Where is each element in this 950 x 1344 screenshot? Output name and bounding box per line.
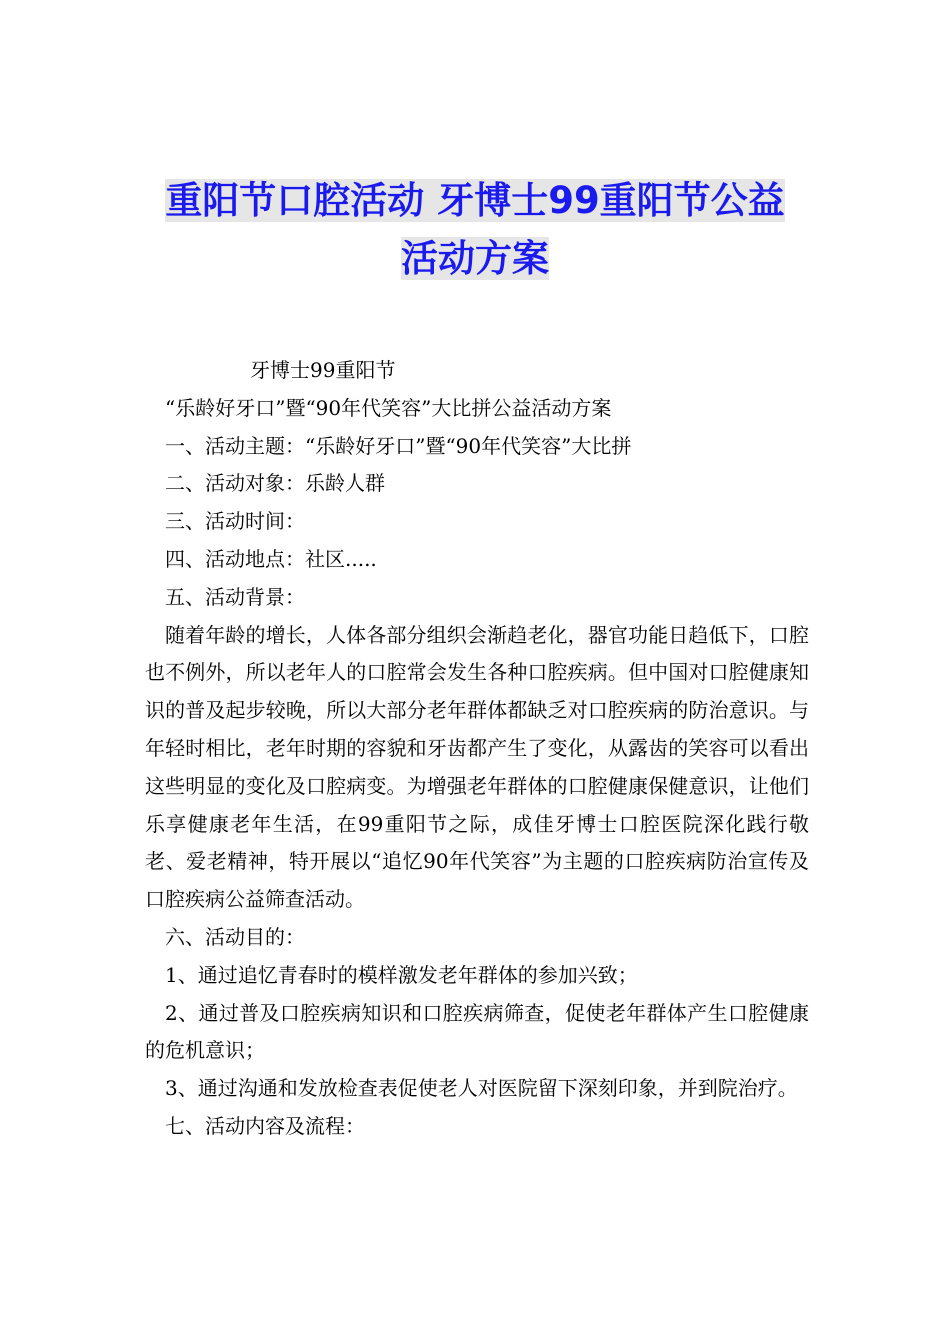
goal-item-3: 3、通过沟通和发放检查表促使老人对医院留下深刻印象，并到院治疗。 <box>165 1076 798 1101</box>
goal-item-1: 1、通过追忆青春时的模样激发老年群体的参加兴致； <box>165 962 638 987</box>
section-content-heading: 七、活动内容及流程： <box>165 1113 365 1138</box>
section-time: 三、活动时间： <box>165 509 305 534</box>
title-line-2: 活动方案 <box>401 237 549 280</box>
plan-name: “乐龄好牙口”暨“90年代笑容”大比拼公益活动方案 <box>165 395 612 420</box>
goal-item-2: 2、通过普及口腔疾病知识和口腔疾病筛查，促使老年群体产生口腔健康的危机意识； <box>145 1000 809 1063</box>
section-location: 四、活动地点：社区..... <box>165 546 377 571</box>
section-background-text: 随着年龄的增长，人体各部分组织会渐趋老化，器官功能日趋低下，口腔也不例外，所以老年人的口腔常会发生各种口腔疾病。但中国对口腔健康知识的普及起步较晚，所以大部分老年群体都缺乏对口腔疾病的防治意识。与年轻时相比，老年时期的容貌和牙齿都产生了变化，从露齿的笑容可以看出这些明显的变化及口腔病变。为增强老年群体的口腔健康保健意识，让他们乐享健康老年生活，在99重阳节之际，成佳牙博士口腔医院深化践行敬老、爱老精神，特开展以“追忆90年代笑容”为主题的口腔疾病防治宣传及口腔疾病公益筛查活动。 <box>145 622 809 912</box>
section-theme: 一、活动主题：“乐龄好牙口”暨“90年代笑容”大比拼 <box>165 433 632 458</box>
section-goals-heading: 六、活动目的： <box>165 924 305 949</box>
title-line-1: 重阳节口腔活动 牙博士99重阳节公益 <box>165 179 785 222</box>
section-background-heading: 五、活动背景： <box>165 584 305 609</box>
document-title <box>100 172 850 288</box>
document-body <box>145 352 809 1146</box>
section-target: 二、活动对象：乐龄人群 <box>165 471 385 496</box>
subtitle: 牙博士99重阳节 <box>250 358 396 382</box>
